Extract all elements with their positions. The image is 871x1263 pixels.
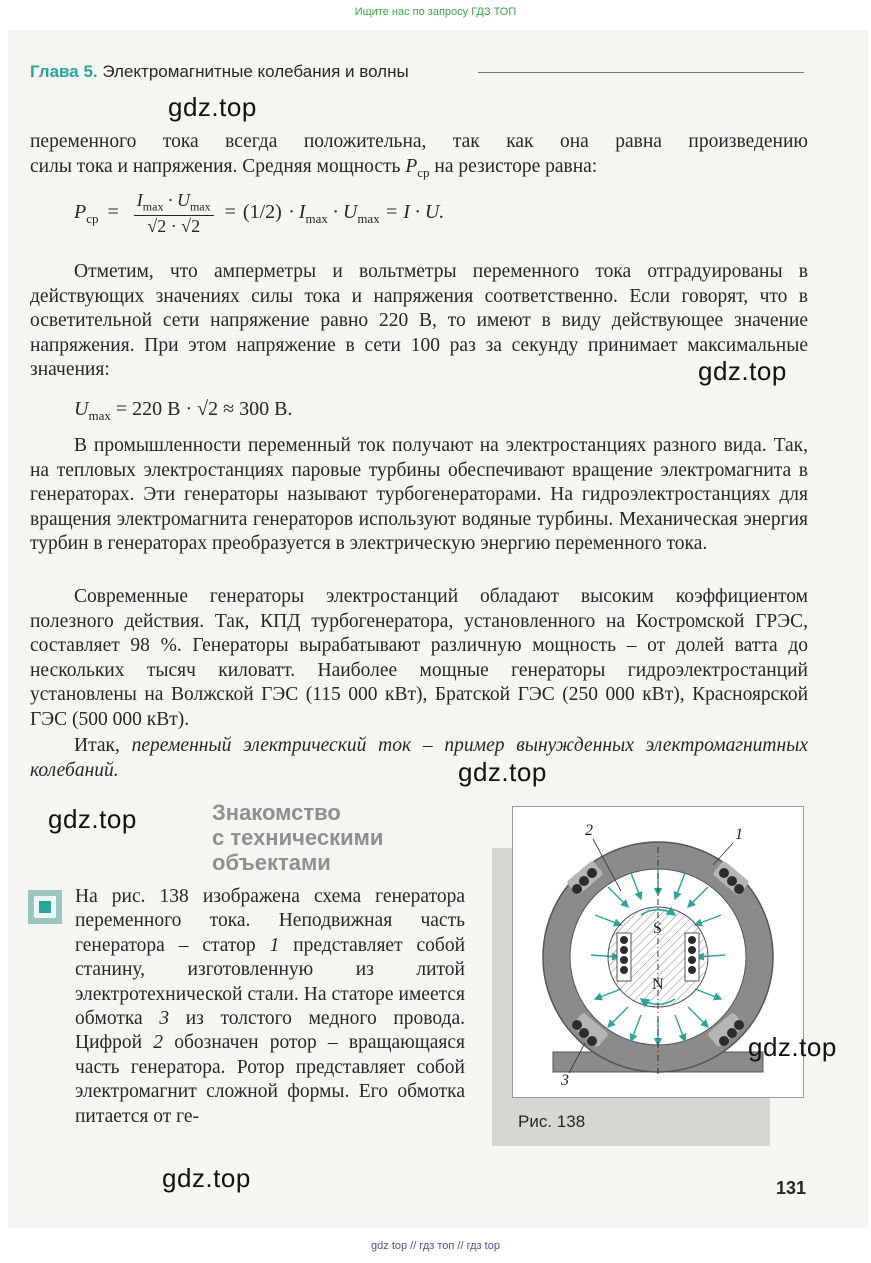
section-title: Знакомство с техническими объектами xyxy=(212,800,384,875)
watermark: gdz.top xyxy=(748,1032,837,1062)
paragraph-5: Итак, переменный электрический ток – пример вынужденных электромагнитных колебаний. xyxy=(30,735,808,781)
paragraph-1 xyxy=(30,130,808,185)
paragraph-4: Современные генераторы электростанций обладают высоким коэффициентом полезного действия. Так, КПД турбогенератора, установленного на Костромской ГРЭС, составляет 98 %. Генераторы вырабатывают различную мощность – от долей ватта до нескольких тысяч киловатт. Наиболее мощные генераторы гидроэлектростанций установлены на Волжской ГЭС (115 000 кВт), Братской ГЭС (250 000 кВт), Красноярской ГЭС (500 000 кВт). xyxy=(30,586,808,730)
label-1: 1 xyxy=(735,826,743,843)
top-banner[interactable]: Ищите нас по запросу ГДЗ ТОП xyxy=(354,6,517,18)
paragraph-3: В промышленности переменный ток получают на электростанциях разного вида. Так, на тепловых электростанциях паровые турбины обеспечивают вращение электромагнита в генераторах. Эти генераторы называют турбогенераторами. На гидроэлектростанциях для вращения электромагнита генераторов используют водяные турбины. Механическая энергия турбин в генераторах преобразуется в электрическую энергию переменного тока. xyxy=(30,435,808,555)
formula-voltage: $U_{max} = 220$ В · √2 ≈ 300 В. xyxy=(74,398,293,423)
watermark: gdz.top xyxy=(168,92,257,122)
formula-fraction: $\frac{I_{max} \cdot U_{max}}{√2 \cdot √2}$ xyxy=(134,190,214,237)
chapter-title: Электромагнитные колебания и волны xyxy=(102,62,409,81)
figure-caption: Рис. 138 xyxy=(518,1112,586,1131)
pole-s: S xyxy=(653,920,662,937)
section-marker-icon xyxy=(28,890,62,924)
side-paragraph: На рис. 138 изображена схема генератора переменного тока. Неподвижная часть генератора – статор 1 представляет собой станину, изготовленную из литой электротехнической стали. На статоре имеется обмотка 3 из толстого медного провода. Цифрой 2 обозначен ротор – вращающаяся часть генератора. Ротор представляет собой электромагнит сложной формы. Его обмотка питается от ге- xyxy=(75,886,466,1127)
formula-power: $P_{ср}$ = $\frac{I_{max} \cdot U_{max}}{√2 \cdot √2}$ = $(1/2) \cdot I_{max} \cdot U_{max} = I \cdot U$. xyxy=(74,190,445,236)
paragraph-2: Отметим, что амперметры и вольтметры переменного тока отградуированы в действующих значениях силы тока и напряжения соответственно. Если говорят, что в осветительной сети напряжение равно 220 В, то имеют в виду действующее значение напряжения. При этом напряжение в сети 100 раз за секунду принимает максимальные значения: xyxy=(30,261,808,381)
para1-line2: силы тока и напряжения. Средняя мощность $P_{ср}$ на резисторе равна: xyxy=(30,155,598,180)
chapter-header xyxy=(30,62,409,82)
watermark: gdz.top xyxy=(162,1163,251,1193)
watermark: gdz.top xyxy=(698,356,787,386)
watermark: gdz.top xyxy=(458,757,547,787)
page-number: 131 xyxy=(776,1178,807,1198)
header-rule xyxy=(478,72,804,73)
pole-n: N xyxy=(652,976,664,993)
watermark: gdz.top xyxy=(48,804,137,834)
bottom-banner[interactable]: gdz top // гдз топ // гдз top xyxy=(371,1240,500,1252)
chapter-number: Глава 5. xyxy=(30,62,98,81)
label-2: 2 xyxy=(585,822,593,839)
label-3: 3 xyxy=(561,1072,569,1089)
para1-line1: переменного тока всегда положительна, так как она равна произведению xyxy=(30,131,808,152)
